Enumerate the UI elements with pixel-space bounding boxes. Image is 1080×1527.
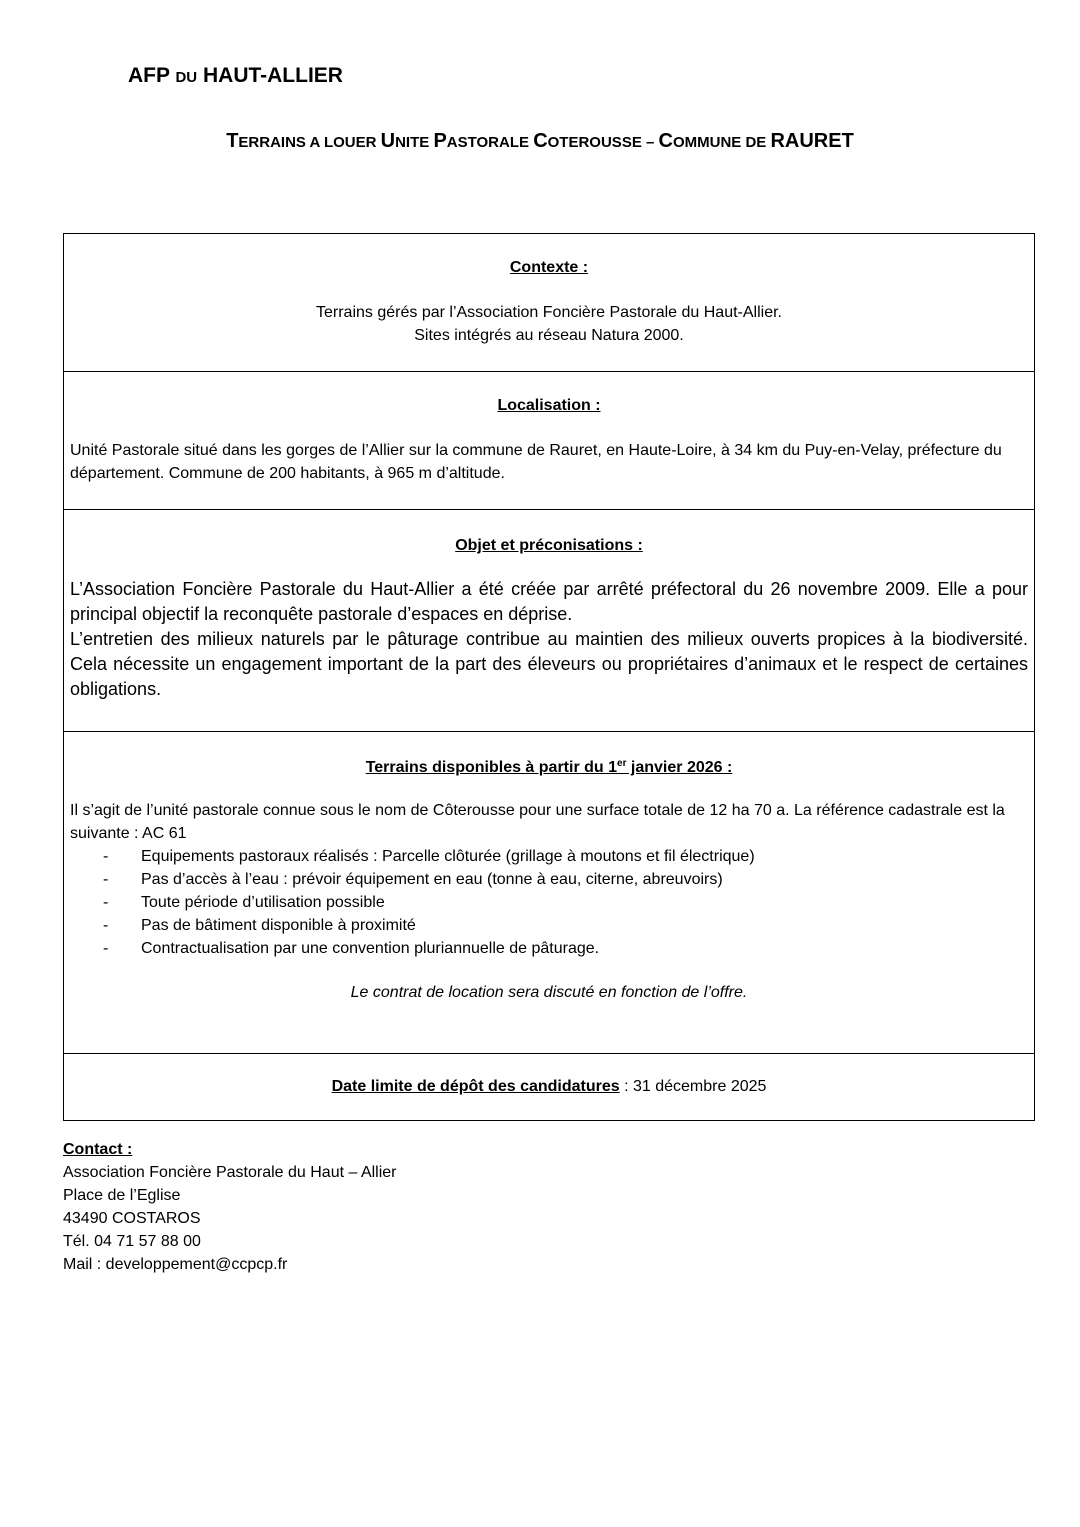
title-cap: C (658, 130, 673, 152)
contexte-line-2: Sites intégrés au réseau Natura 2000. (414, 327, 684, 344)
section-contexte (64, 234, 1034, 372)
org-suffix: HAUT-ALLIER (202, 64, 343, 87)
terrains-intro: Il s’agit de l’unité pastorale connue sous le nom de Côterousse pour une surface totale de 12 ha 70 a. La référence cadastrale est la suivante : AC 61 (70, 802, 1005, 842)
terrains-list (70, 845, 1028, 960)
section-objet (64, 510, 1034, 732)
contact-block (63, 1138, 397, 1276)
localisation-heading: Localisation : (497, 397, 601, 414)
list-item: - Contractualisation par une convention pluriannuelle de pâturage. (103, 937, 1028, 960)
document-title (0, 130, 1080, 153)
list-item: - Equipements pastoraux réalisés : Parcelle clôturée (grillage à moutons et fil électrique) (103, 845, 1028, 868)
objet-heading: Objet et préconisations : (455, 537, 643, 554)
title-rest: NITE (395, 134, 434, 151)
title-rest: ERRAINS A LOUER (238, 134, 381, 151)
terrains-heading (70, 758, 1028, 777)
section-terrains (64, 732, 1034, 1054)
terrains-heading-post: janvier 2026 : (626, 759, 733, 776)
contexte-heading: Contexte : (509, 259, 589, 276)
list-item: - Pas d’accès à l’eau : prévoir équipement en eau (tonne à eau, citerne, abreuvoirs) (103, 868, 1028, 891)
contact-name: Association Foncière Pastorale du Haut – Allier (63, 1164, 397, 1181)
org-prefix: AFP (128, 64, 170, 87)
title-cap: RAURET (770, 130, 854, 152)
contexte-line-1: Terrains gérés par l’Association Foncière Pastorale du Haut-Allier. (316, 304, 782, 321)
contact-address-2: 43490 COSTAROS (63, 1210, 201, 1227)
title-rest: ASTORALE (446, 134, 534, 151)
contact-heading: Contact : (63, 1141, 133, 1158)
contact-phone: Tél. 04 71 57 88 00 (63, 1233, 201, 1250)
contact-mail: Mail : developpement@ccpcp.fr (63, 1256, 288, 1273)
contact-address-1: Place de l’Eglise (63, 1187, 181, 1204)
terrains-heading-pre: Terrains disponibles à partir du 1 (365, 759, 618, 776)
section-deadline (64, 1054, 1034, 1120)
section-localisation (64, 372, 1034, 510)
title-cap: T (226, 130, 239, 152)
organization-name (128, 64, 343, 88)
info-frame (63, 233, 1035, 1121)
title-rest: OMMUNE DE (672, 134, 771, 151)
title-cap: P (433, 130, 447, 152)
list-item: - Pas de bâtiment disponible à proximité (103, 914, 1028, 937)
title-cap: U (380, 130, 396, 152)
title-cap: C (533, 130, 548, 152)
objet-paragraph-2: L’entretien des milieux naturels par le pâturage contribue au maintien des milieux ouverts propices à la biodiversité. Cela nécessite un engagement important de la part des éleveurs ou propriétaires d’animaux et le respect de certaines obligations. (70, 629, 1028, 699)
title-rest: OTEROUSSE – (547, 134, 659, 151)
terrains-note: Le contrat de location sera discuté en fonction de l’offre. (350, 984, 748, 1001)
localisation-text: Unité Pastorale situé dans les gorges de l’Allier sur la commune de Rauret, en Haute-Loire, à 34 km du Puy-en-Velay, préfecture du département. Commune de 200 habitants, à 965 m d’altitude. (70, 442, 1002, 482)
list-item: - Toute période d’utilisation possible (103, 891, 1028, 914)
deadline-label: Date limite de dépôt des candidatures (331, 1078, 620, 1095)
objet-paragraph-1: L’Association Foncière Pastorale du Haut-Allier a été créée par arrêté préfectoral du 26 novembre 2009. Elle a pour principal objectif la reconquête pastorale d’espaces en déprise. (70, 579, 1028, 624)
deadline-value: : 31 décembre 2025 (619, 1078, 767, 1095)
terrains-heading-sup: er (617, 758, 627, 769)
org-mid: DU (175, 69, 198, 86)
